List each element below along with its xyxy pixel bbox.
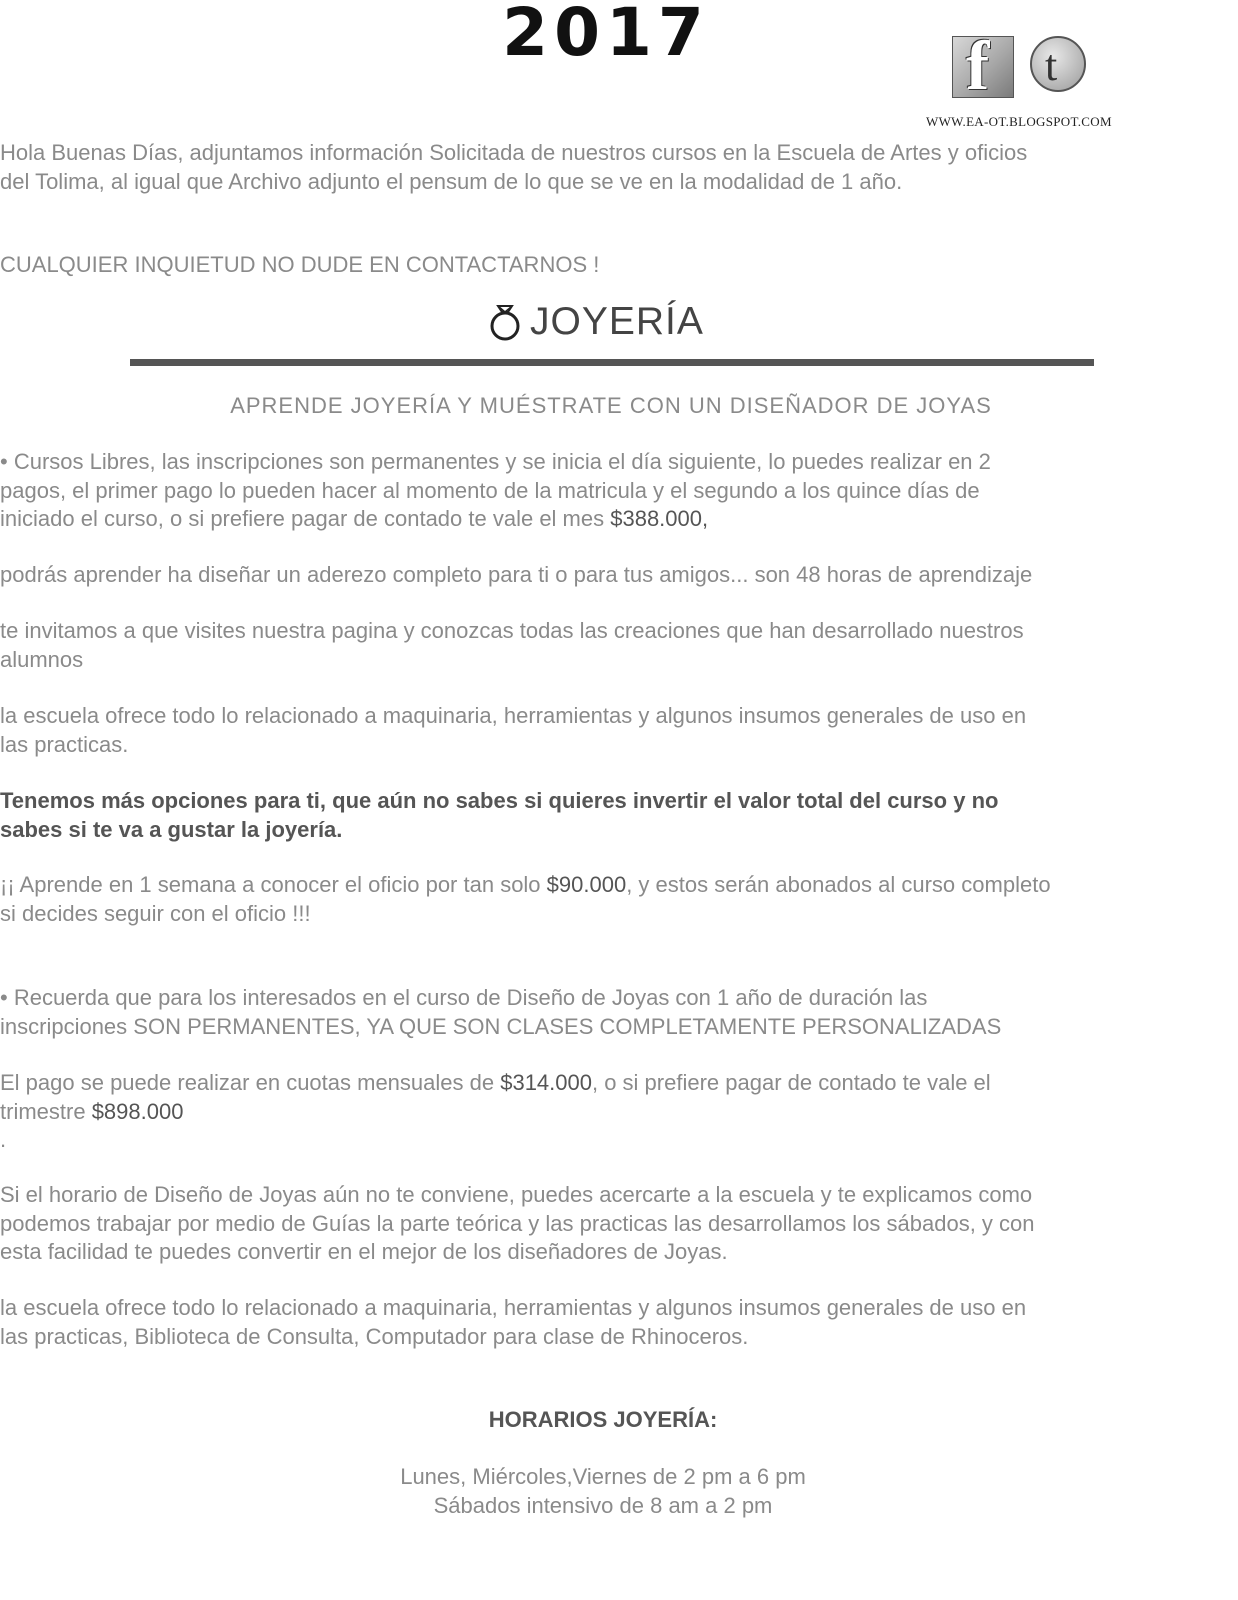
p9-line-3: esta facilidad te puedes convertir en el mejor de los diseñadores de Joyas. <box>0 1239 728 1264</box>
intro-line-1: Hola Buenas Días, adjuntamos información Solicitada de nuestros cursos en la Escuela de Artes y oficios <box>0 140 1028 165</box>
p7-line-1: • Recuerda que para los interesados en el curso de Diseño de Joyas con 1 año de duración las <box>0 985 928 1010</box>
schedule-lines <box>0 1463 1206 1520</box>
paragraph-design-course <box>0 984 1222 1041</box>
schedule-weekdays: Lunes, Miércoles,Viernes de 2 pm a 6 pm <box>400 1464 806 1489</box>
installment-price: $314.000 <box>500 1070 592 1095</box>
paragraph-school-offers <box>0 702 1222 759</box>
section-title: JOYERÍA <box>530 300 704 343</box>
paragraph-schedule-alt <box>0 1181 1222 1267</box>
p9-line-1: Si el horario de Diseño de Joyas aún no te conviene, puedes acercarte a la escuela y te explicamos como <box>0 1182 1033 1207</box>
p9-line-2: podemos trabajar por medio de Guías la parte teórica y las practicas las desarrollamos los sábados, y con <box>0 1210 1035 1236</box>
paragraph-learn: podrás aprender ha diseñar un aderezo completo para ti o para tus amigos... son 48 horas de aprendizaje <box>0 562 1033 587</box>
twitter-icon[interactable]: t <box>1030 36 1086 92</box>
section-divider <box>130 359 1094 366</box>
paragraph-facilities <box>0 1294 1222 1351</box>
p8-line-2: trimestre <box>0 1098 92 1124</box>
p4-line-2: las practicas. <box>0 731 129 757</box>
ring-icon <box>488 300 522 342</box>
p8-dot: . <box>0 1127 7 1152</box>
paragraph-more-options <box>0 787 1222 844</box>
p7-line-2: inscripciones SON PERMANENTES, YA QUE SON CLASES COMPLETAMENTE PERSONALIZADAS <box>0 1013 1002 1039</box>
p10-line-2: las practicas, Biblioteca de Consulta, Computador para clase de Rhinoceros. <box>0 1323 749 1349</box>
facebook-icon[interactable]: f <box>952 36 1014 98</box>
p8-text-a: El pago se puede realizar en cuotas mensuales de <box>0 1070 501 1095</box>
paragraph-payment <box>0 1069 1222 1155</box>
p5-line-2: sabes si te va a gustar la joyería. <box>0 816 343 842</box>
intro-text <box>0 139 1222 196</box>
blog-url[interactable]: WWW.EA-OT.BLOGSPOT.COM <box>926 114 1112 129</box>
p3-line-2: alumnos <box>0 646 84 672</box>
page-year-title: 2017 <box>502 0 710 71</box>
p3-line-1: te invitamos a que visites nuestra pagina y conozcas todas las creaciones que han desarrollado nuestros <box>0 618 1024 643</box>
p4-line-1: la escuela ofrece todo lo relacionado a maquinaria, herramientas y algunos insumos generales de uso en <box>0 703 1027 728</box>
schedule-title: HORARIOS JOYERÍA: <box>488 1407 718 1432</box>
p1-line-2: pagos, el primer pago lo pueden hacer al momento de la matricula y el segundo a los quince días de <box>0 477 980 503</box>
paragraph-visit <box>0 617 1222 674</box>
p1-line-3: iniciado el curso, o si prefiere pagar de contado te vale el mes <box>0 506 611 531</box>
trimester-price: $898.000 <box>91 1098 184 1124</box>
p5-line-1: Tenemos más opciones para ti, que aún no sabes si quieres invertir el valor total del curso y no <box>0 788 999 813</box>
p6-text-b: , y estos serán abonados al curso completo <box>626 872 1051 897</box>
social-links <box>952 28 1102 105</box>
contact-line: CUALQUIER INQUIETUD NO DUDE EN CONTACTARNOS ! <box>0 252 600 277</box>
intro-line-2: del Tolima, al igual que Archivo adjunto el pensum de lo que se ve en la modalidad de 1 año. <box>0 168 903 194</box>
p6-text-a: ¡¡ Aprende en 1 semana a conocer el oficio por tan solo <box>0 872 547 897</box>
p6-line-2: si decides seguir con el oficio !!! <box>0 900 311 926</box>
p8-text-b: , o si prefiere pagar de contado te vale el <box>591 1070 991 1095</box>
paragraph-courses <box>0 448 1222 534</box>
section-subtitle: APRENDE JOYERÍA Y MUÉSTRATE CON UN DISEÑADOR DE JOYAS <box>230 393 992 418</box>
schedule-saturday: Sábados intensivo de 8 am a 2 pm <box>433 1492 773 1518</box>
p1-line-1: • Cursos Libres, las inscripciones son permanentes y se inicia el día siguiente, lo puedes realizar en 2 <box>0 449 991 474</box>
paragraph-one-week <box>0 871 1222 928</box>
monthly-price: $388.000, <box>610 506 709 531</box>
week-price: $90.000 <box>546 872 627 897</box>
p10-line-1: la escuela ofrece todo lo relacionado a maquinaria, herramientas y algunos insumos generales de uso en <box>0 1295 1027 1320</box>
